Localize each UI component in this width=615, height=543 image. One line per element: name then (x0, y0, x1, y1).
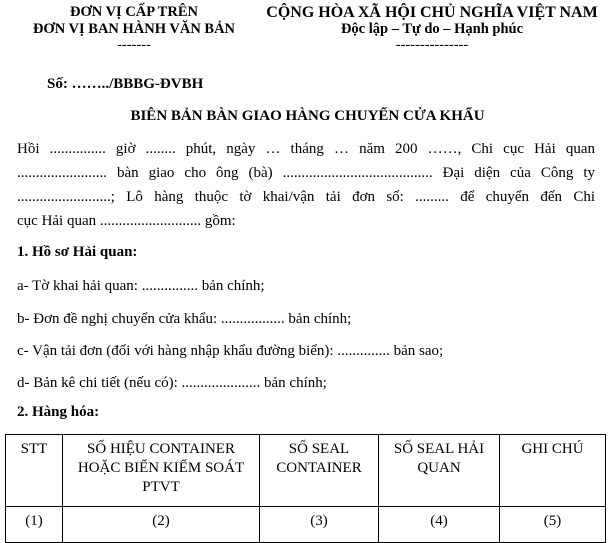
section-1-heading: 1. Hồ sơ Hải quan: (17, 244, 138, 260)
list-item: d- Bản kê chi tiết (nếu có): ..................... bản chính; (17, 375, 327, 391)
issuing-unit-name: ĐƠN VỊ BAN HÀNH VĂN BẢN (32, 21, 236, 37)
list-item: c- Vận tải đơn (đối với hàng nhập khẩu đường biển): .............. bản sao; (17, 343, 444, 359)
intro-line-4: cục Hải quan ........................... gồm: (17, 213, 236, 229)
table-cell: (2) (63, 507, 260, 543)
left-header-divider: ------- (117, 37, 151, 53)
intro-line-2: ........................ bàn giao cho ông (bà) ........................................ Đại diện của Công ty (17, 165, 595, 181)
intro-paragraph (17, 137, 595, 233)
country-name: CỘNG HÒA XÃ HỘI CHỦ NGHĨA VIỆT NAM (266, 4, 598, 21)
table-cell: (1) (6, 507, 63, 543)
table-cell: (4) (379, 507, 500, 543)
goods-table (5, 434, 606, 543)
parent-unit-name: ĐƠN VỊ CẤP TRÊN (70, 4, 198, 20)
issuing-unit-header (6, 4, 262, 52)
table-cell: (5) (500, 507, 606, 543)
table-header-row (6, 435, 606, 507)
column-header-note: GHI CHÚ (500, 435, 606, 507)
list-item: a- Tờ khai hải quan: ............... bản chính; (17, 278, 265, 294)
table-cell: (3) (260, 507, 379, 543)
column-header-customs-seal: SỐ SEAL HẢI QUAN (379, 435, 500, 507)
intro-line-1: Hồi ............... giờ ........ phút, ngày … tháng … năm 200 ……, Chi cục Hải quan (17, 141, 595, 157)
national-motto: Độc lập – Tự do – Hạnh phúc (340, 21, 524, 37)
section-2-heading: 2. Hàng hóa: (17, 404, 100, 420)
national-motto-header (258, 4, 606, 52)
document-number: Số: ……../BBBG-ĐVBH (47, 76, 204, 92)
intro-line-3: .........................; Lô hàng thuộc tờ khai/vận tải đơn số: ......... để chuyển đến Chi (17, 189, 595, 205)
right-header-divider: --------------- (395, 37, 469, 53)
document-title: BIÊN BẢN BÀN GIAO HÀNG CHUYỂN CỬA KHẨU (130, 108, 485, 124)
column-header-stt: STT (6, 435, 63, 507)
column-header-container-seal: SỐ SEAL CONTAINER (260, 435, 379, 507)
list-item: b- Đơn đề nghị chuyển cửa khẩu: ................. bản chính; (17, 311, 352, 327)
table-row (6, 507, 606, 543)
column-header-container-number: SỐ HIỆU CONTAINER HOẶC BIỂN KIỂM SOÁT PTVT (63, 435, 260, 507)
